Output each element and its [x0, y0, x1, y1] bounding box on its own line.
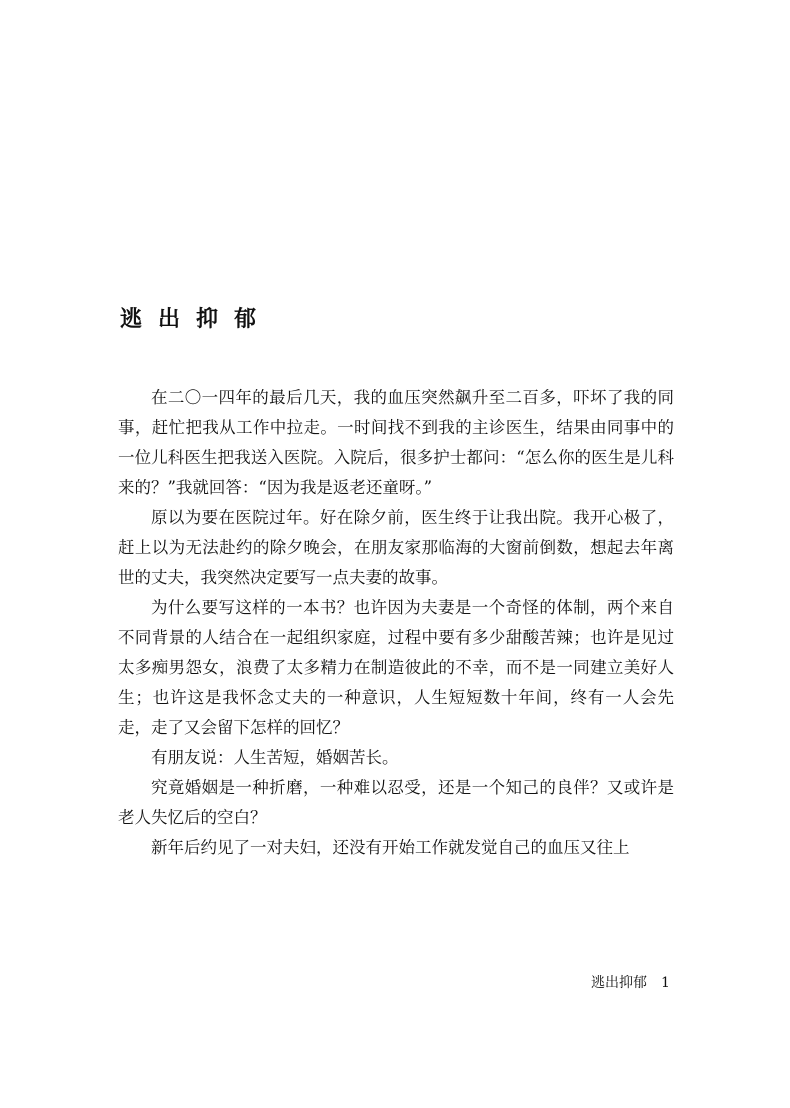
paragraph: 为什么要写这样的一本书？也许因为夫妻是一个奇怪的体制，两个来自不同背景的人结合在一起组织家庭，过程中要有多少甜酸苦辣；也许是见过太多痴男怨女，浪费了太多精力在制造彼此的不幸，而不是一同建立美好人生；也许这是我怀念丈夫的一种意识，人生短短数十年间，终有一人会先走，走了又会留下怎样的回忆？: [118, 598, 674, 737]
chapter-title: 逃出抑郁: [120, 305, 273, 332]
running-title: 逃出抑郁: [591, 975, 647, 991]
paragraph: 究竟婚姻是一种折磨，一种难以忍受，还是一个知己的良伴？又或许是老人失忆后的空白？: [118, 778, 674, 827]
page-number: 1: [661, 975, 670, 991]
paragraph: 在二〇一四年的最后几天，我的血压突然飙升至二百多，吓坏了我的同事，赶忙把我从工作中拉走。一时间找不到我的主诊医生，结果由同事中的一位儿科医生把我送入医院。入院后，很多护士都问：“怎么你的医生是儿科来的？”我就回答：“因为我是返老还童呀。”: [118, 388, 674, 497]
paragraph: 原以为要在医院过年。好在除夕前，医生终于让我出院。我开心极了，赶上以为无法赴约的除夕晚会，在朋友家那临海的大窗前倒数，想起去年离世的丈夫，我突然决定要写一点夫妻的故事。: [118, 508, 674, 587]
body-text: [118, 383, 674, 863]
page-footer: [591, 972, 670, 992]
paragraph: 有朋友说：人生苦短，婚姻苦长。: [151, 748, 399, 767]
paragraph: 新年后约见了一对夫妇，还没有开始工作就发觉自己的血压又往上: [151, 838, 630, 857]
